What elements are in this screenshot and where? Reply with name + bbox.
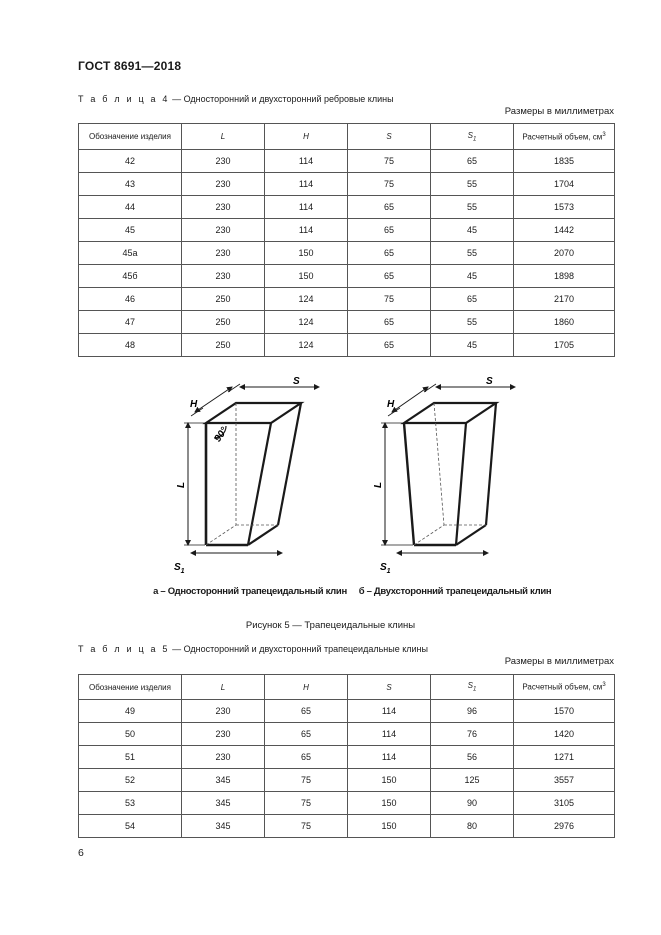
table-cell: 65 — [431, 288, 514, 311]
wedge-a-s1-base: S — [174, 562, 181, 573]
two-sided-wedge-drawing — [373, 376, 515, 575]
table-cell: 65 — [348, 242, 431, 265]
table-cell: 65 — [265, 746, 348, 769]
wedge-a-front-slant-edge — [248, 423, 271, 545]
table-cell: 50 — [79, 723, 182, 746]
table-cell: 76 — [431, 723, 514, 746]
table-cell: 65 — [348, 334, 431, 357]
table-cell: 96 — [431, 700, 514, 723]
table-5-units: Размеры в миллиметрах — [504, 656, 614, 667]
table-cell: 1835 — [514, 150, 615, 173]
table-cell: 125 — [431, 769, 514, 792]
column-header-designation: Обозначение изделия — [79, 675, 182, 700]
table-cell: 124 — [265, 311, 348, 334]
table-cell: 230 — [182, 265, 265, 288]
table-row — [79, 242, 615, 265]
table-cell: 65 — [348, 196, 431, 219]
table-cell: 65 — [348, 265, 431, 288]
table-cell: 65 — [265, 723, 348, 746]
table-cell: 345 — [182, 815, 265, 838]
table-row — [79, 196, 615, 219]
table-cell: 75 — [265, 792, 348, 815]
table-5-title: — Односторонний и двухсторонний трапецеидальные клины — [169, 644, 428, 654]
column-header-volume — [514, 124, 615, 150]
table-cell: 114 — [348, 723, 431, 746]
table-4-caption — [78, 94, 394, 104]
table-cell: 45а — [79, 242, 182, 265]
table-5-label: Т а б л и ц а 5 — [78, 644, 170, 654]
table-cell: 230 — [182, 219, 265, 242]
table-4-label: Т а б л и ц а 4 — [78, 94, 170, 104]
page-number: 6 — [78, 847, 84, 859]
column-header-h: H — [265, 124, 348, 150]
table-cell: 55 — [431, 311, 514, 334]
table-cell: 150 — [348, 792, 431, 815]
column-header-volume-sup: 3 — [602, 682, 606, 689]
column-header-volume-sup: 3 — [602, 131, 606, 138]
figure-5a-caption: а – Односторонний трапецеидальный клин — [153, 586, 347, 597]
table-cell: 3105 — [514, 792, 615, 815]
wedge-b-bottom-depth-edge — [456, 525, 486, 545]
document-code: ГОСТ 8691—2018 — [78, 59, 182, 73]
column-header-volume-text: Расчетный объем, см — [522, 682, 603, 692]
table-cell: 45 — [431, 219, 514, 242]
table-cell: 1704 — [514, 173, 615, 196]
figure-5-caption: Рисунок 5 — Трапецеидальные клины — [245, 620, 416, 631]
wedge-b-hidden-edge — [434, 403, 444, 525]
column-header-s1-base: S — [467, 130, 473, 140]
table-cell: 90 — [431, 792, 514, 815]
table-cell: 2976 — [514, 815, 615, 838]
table-cell: 65 — [348, 311, 431, 334]
wedge-a-l-label: L — [176, 481, 187, 488]
table-cell: 114 — [265, 196, 348, 219]
table-cell: 65 — [265, 700, 348, 723]
table-cell: 150 — [348, 815, 431, 838]
table-cell: 45 — [79, 219, 182, 242]
table-cell: 52 — [79, 769, 182, 792]
table-4-units: Размеры в миллиметрах — [504, 106, 614, 117]
table-cell: 75 — [348, 150, 431, 173]
wedge-b-left-slant-edge — [404, 423, 414, 545]
table-cell: 1573 — [514, 196, 615, 219]
column-header-designation: Обозначение изделия — [79, 124, 182, 150]
table-cell: 75 — [348, 173, 431, 196]
table-cell: 1442 — [514, 219, 615, 242]
column-header-h: H — [265, 675, 348, 700]
table-cell: 114 — [265, 219, 348, 242]
table-row — [79, 815, 615, 838]
table-cell: 150 — [265, 242, 348, 265]
table-cell: 44 — [79, 196, 182, 219]
column-header-s: S — [348, 124, 431, 150]
wedge-a-s1-sub: 1 — [180, 568, 185, 575]
table-cell: 114 — [348, 746, 431, 769]
table-5 — [78, 674, 615, 838]
table-row — [79, 334, 615, 357]
table-cell: 114 — [265, 150, 348, 173]
table-cell: 150 — [348, 769, 431, 792]
wedge-b-s-label: S — [486, 376, 493, 387]
table-cell: 250 — [182, 288, 265, 311]
table-cell: 250 — [182, 311, 265, 334]
wedge-b-front-slant-edge — [456, 423, 466, 545]
table-row — [79, 769, 615, 792]
table-cell: 55 — [431, 196, 514, 219]
wedge-b-h-dimension-line — [392, 387, 428, 412]
angle-label: 90° — [212, 425, 231, 445]
table-cell: 124 — [265, 334, 348, 357]
table-row — [79, 150, 615, 173]
table-cell: 1705 — [514, 334, 615, 357]
figure-5-wedges — [0, 368, 661, 618]
wedge-b-s1-sub: 1 — [386, 568, 391, 575]
wedge-b-s1-label — [380, 562, 391, 575]
wedge-b-hidden-edge — [414, 525, 444, 545]
table-cell: 230 — [182, 196, 265, 219]
table-cell: 2070 — [514, 242, 615, 265]
table-cell: 42 — [79, 150, 182, 173]
wedge-b-s1-base: S — [380, 562, 387, 573]
table-cell: 1898 — [514, 265, 615, 288]
table-cell: 49 — [79, 700, 182, 723]
table-cell: 230 — [182, 746, 265, 769]
table-cell: 48 — [79, 334, 182, 357]
table-row — [79, 746, 615, 769]
table-cell: 230 — [182, 150, 265, 173]
table-cell: 75 — [265, 815, 348, 838]
wedge-a-top-face — [206, 403, 301, 423]
column-header-s1-sub: 1 — [473, 686, 477, 693]
table-row — [79, 288, 615, 311]
one-sided-wedge-drawing — [174, 376, 319, 575]
table-cell: 47 — [79, 311, 182, 334]
column-header-s: S — [348, 675, 431, 700]
table-cell: 53 — [79, 792, 182, 815]
table-cell: 230 — [182, 723, 265, 746]
table-cell: 114 — [348, 700, 431, 723]
table-4 — [78, 123, 615, 357]
table-cell: 345 — [182, 769, 265, 792]
table-cell: 55 — [431, 242, 514, 265]
wedge-a-back-slant-edge — [278, 403, 301, 525]
wedge-b-l-label: L — [373, 481, 384, 488]
table-cell: 2170 — [514, 288, 615, 311]
table-4-title: — Односторонний и двухсторонний ребровые клины — [169, 94, 394, 104]
table-cell: 230 — [182, 242, 265, 265]
table-cell: 150 — [265, 265, 348, 288]
column-header-l: L — [182, 675, 265, 700]
table-cell: 51 — [79, 746, 182, 769]
table-cell: 45 — [431, 334, 514, 357]
wedge-a-h-label: H — [190, 399, 198, 410]
table-cell: 1570 — [514, 700, 615, 723]
table-cell: 75 — [348, 288, 431, 311]
table-cell: 345 — [182, 792, 265, 815]
column-header-s1-base: S — [467, 681, 473, 691]
table-row — [79, 700, 615, 723]
table-cell: 75 — [265, 769, 348, 792]
wedge-b-h-label: H — [387, 399, 395, 410]
wedge-a-hidden-edge — [206, 525, 236, 545]
table-cell: 46 — [79, 288, 182, 311]
table-cell: 65 — [348, 219, 431, 242]
table-cell: 124 — [265, 288, 348, 311]
table-cell: 65 — [431, 150, 514, 173]
table-cell: 230 — [182, 700, 265, 723]
table-cell: 114 — [265, 173, 348, 196]
wedge-a-s-label: S — [293, 376, 300, 387]
table-cell: 55 — [431, 173, 514, 196]
table-row — [79, 219, 615, 242]
table-cell: 230 — [182, 173, 265, 196]
wedge-a-s1-label — [174, 562, 185, 575]
table-cell: 1860 — [514, 311, 615, 334]
column-header-volume — [514, 675, 615, 700]
column-header-volume-text: Расчетный объем, см — [522, 132, 603, 142]
table-cell: 1271 — [514, 746, 615, 769]
wedge-a-bottom-depth-edge — [248, 525, 278, 545]
table-row — [79, 311, 615, 334]
table-row — [79, 723, 615, 746]
table-cell: 56 — [431, 746, 514, 769]
table-5-caption — [78, 644, 428, 654]
table-row — [79, 792, 615, 815]
column-header-s1 — [431, 124, 514, 150]
table-row — [79, 265, 615, 288]
table-cell: 80 — [431, 815, 514, 838]
table-cell: 43 — [79, 173, 182, 196]
table-cell: 45 — [431, 265, 514, 288]
column-header-s1-sub: 1 — [473, 136, 477, 143]
wedge-b-top-face — [404, 403, 496, 423]
column-header-s1 — [431, 675, 514, 700]
table-cell: 54 — [79, 815, 182, 838]
figure-5b-caption: б – Двухсторонний трапецеидальный клин — [358, 586, 552, 597]
table-row — [79, 173, 615, 196]
table-cell: 3557 — [514, 769, 615, 792]
column-header-l: L — [182, 124, 265, 150]
table-cell: 250 — [182, 334, 265, 357]
wedge-b-back-slant-edge — [486, 403, 496, 525]
table-cell: 45б — [79, 265, 182, 288]
table-cell: 1420 — [514, 723, 615, 746]
